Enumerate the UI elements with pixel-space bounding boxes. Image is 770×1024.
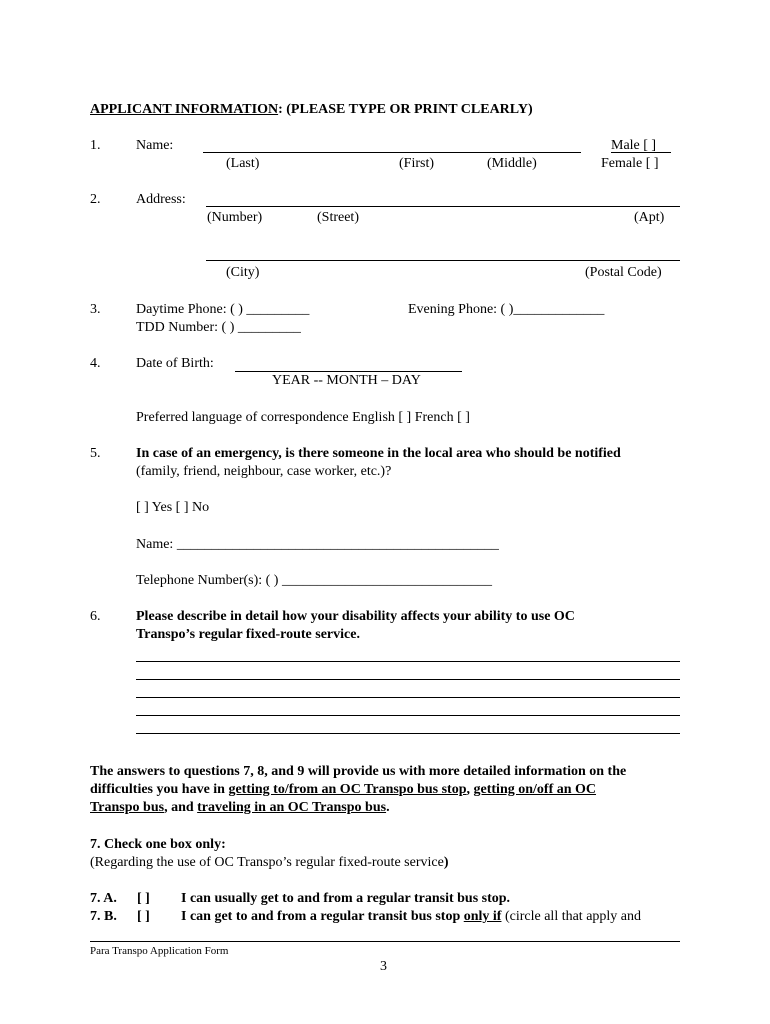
option-7a-checkbox[interactable]: [ ] — [137, 891, 150, 906]
footer-form-name: Para Transpo Application Form — [90, 945, 229, 957]
option-7a-text: I can usually get to and from a regular transit bus stop. — [181, 891, 511, 906]
male-checkbox[interactable]: Male [ ] — [611, 138, 657, 153]
daytime-phone-field[interactable]: Daytime Phone: ( ) _________ — [136, 302, 310, 317]
section-heading — [90, 101, 533, 119]
dob-format-caption: YEAR -- MONTH – DAY — [272, 373, 421, 388]
option-7b-instruction: (circle all that apply and — [501, 909, 642, 924]
intro-text: , and — [164, 800, 198, 815]
male-underline — [611, 152, 671, 153]
name-label: Name: — [136, 138, 174, 153]
option-7b-only-if: only if — [463, 909, 502, 924]
dob-label: Date of Birth: — [136, 356, 214, 371]
option-7b-label: 7. B. — [90, 909, 117, 924]
intro-line3 — [90, 799, 390, 817]
street-caption: (Street) — [317, 210, 359, 225]
q7-note-text: (Regarding the use of OC Transpo’s regular fixed-route service — [90, 855, 444, 870]
q7-note-paren: ) — [443, 855, 449, 870]
disability-question-line1: Please describe in detail how your disability affects your ability to use OC — [136, 609, 575, 624]
option-7b-text — [181, 908, 641, 926]
q6-number: 6. — [90, 609, 101, 624]
emergency-name-field[interactable]: Name: ______________________________________________ — [136, 537, 499, 552]
intro-underlined-phrase: getting to/from an OC Transpo bus stop — [228, 782, 467, 797]
option-7b-main-text: I can get to and from a regular transit bus stop — [181, 909, 464, 924]
section-title: APPLICANT INFORMATION — [90, 102, 279, 117]
disability-answer-line[interactable] — [136, 697, 680, 698]
city-caption: (City) — [226, 265, 260, 280]
disability-answer-line[interactable] — [136, 715, 680, 716]
evening-phone-field[interactable]: Evening Phone: ( )_____________ — [408, 302, 605, 317]
option-7a-label: 7. A. — [90, 891, 117, 906]
disability-question-line2: Transpo’s regular fixed-route service. — [136, 627, 360, 642]
street-address-input-line[interactable] — [206, 206, 680, 207]
address-label: Address: — [136, 192, 186, 207]
intro-text: , — [466, 782, 474, 797]
disability-answer-line[interactable] — [136, 661, 680, 662]
intro-line1: The answers to questions 7, 8, and 9 will provide us with more detailed information on the — [90, 764, 627, 779]
page-number: 3 — [380, 959, 387, 974]
first-name-caption: (First) — [399, 156, 434, 171]
q4-number: 4. — [90, 356, 101, 371]
section-subtitle: : (PLEASE TYPE OR PRINT CLEARLY) — [278, 102, 533, 117]
name-input-line[interactable] — [203, 152, 581, 153]
footer-divider — [90, 941, 680, 942]
emergency-telephone-field[interactable]: Telephone Number(s): ( ) ______________________________ — [136, 573, 492, 588]
middle-name-caption: (Middle) — [487, 156, 537, 171]
postal-code-caption: (Postal Code) — [585, 265, 662, 280]
intro-underlined-phrase: getting on/off an OC — [473, 782, 597, 797]
q5-number: 5. — [90, 446, 101, 461]
last-name-caption: (Last) — [226, 156, 260, 171]
female-checkbox[interactable]: Female [ ] — [601, 156, 659, 171]
intro-line2 — [90, 781, 596, 799]
emergency-question: In case of an emergency, is there someone in the local area who should be notified — [136, 446, 621, 461]
q2-number: 2. — [90, 192, 101, 207]
emergency-note: (family, friend, neighbour, case worker, etc.)? — [136, 464, 392, 479]
q3-number: 3. — [90, 302, 101, 317]
q1-number: 1. — [90, 138, 101, 153]
disability-answer-line[interactable] — [136, 733, 680, 734]
q7-heading: 7. Check one box only: — [90, 837, 226, 852]
emergency-yes-no-checkboxes[interactable]: [ ] Yes [ ] No — [136, 500, 210, 515]
tdd-number-field[interactable]: TDD Number: ( ) _________ — [136, 320, 301, 335]
number-caption: (Number) — [207, 210, 263, 225]
disability-answer-line[interactable] — [136, 679, 680, 680]
option-7b-checkbox[interactable]: [ ] — [137, 909, 150, 924]
apt-caption: (Apt) — [634, 210, 665, 225]
intro-underlined-phrase: Transpo bus — [90, 800, 165, 815]
preferred-language-field[interactable]: Preferred language of correspondence English [ ] French [ ] — [136, 410, 470, 425]
intro-underlined-phrase: traveling in an OC Transpo bus — [197, 800, 387, 815]
city-input-line[interactable] — [206, 260, 680, 261]
intro-text: . — [386, 800, 390, 815]
intro-text: difficulties you have in — [90, 782, 229, 797]
q7-note — [90, 854, 448, 872]
